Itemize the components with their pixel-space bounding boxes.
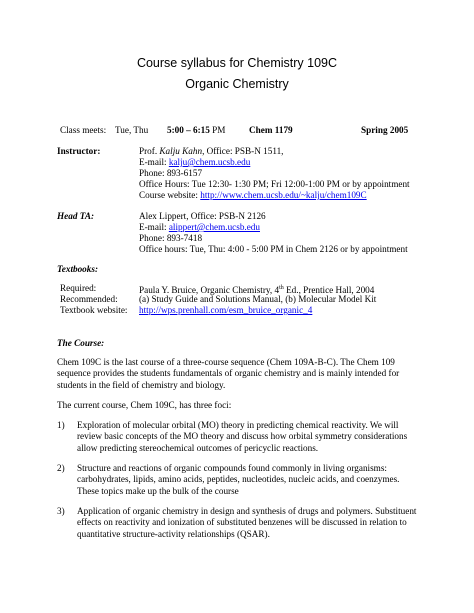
focus-1-number: 1) xyxy=(57,420,65,430)
textbook-website-label: Textbook website: xyxy=(60,305,128,315)
textbooks-label: Textbooks: xyxy=(57,264,99,274)
course-website-link[interactable]: http://www.chem.ucsb.edu/~kalju/chem109C xyxy=(200,190,367,200)
required-text: Paula Y. Bruice, Organic Chemistry, 4th Ed., Prentice Hall, 2004 xyxy=(139,285,375,296)
page-subtitle: Organic Chemistry xyxy=(185,77,289,91)
focus-1-text: Exploration of molecular orbital (MO) theory in predicting chemical reactivity. We will review basic concepts of the MO theory and discuss how orbital symmetry considerations allow predicting stereochemical outcomes of pericyclic reactions. xyxy=(77,420,408,453)
ta-label: Head TA: xyxy=(57,211,95,221)
ta-email-link[interactable]: alippert@chem.ucsb.edu xyxy=(168,222,260,232)
recommended-text: (a) Study Guide and Solutions Manual, (b) Molecular Model Kit xyxy=(139,294,377,304)
page-title: Course syllabus for Chemistry 109C xyxy=(136,56,338,70)
class-days: Tue, Thu xyxy=(115,125,149,135)
course-intro: Chem 109C is the last course of a three-course sequence (Chem 109A-B-C). The Chem 109 sequence provides the students fundamentals of organic chemistry and is mainly intended for students in the field of chemistry and biology. xyxy=(57,357,400,390)
course-label: The Course: xyxy=(57,338,105,348)
focus-2-text: Structure and reactions of organic compounds found commonly in living organisms: carbohydrates, lipids, amino acids, peptides, nucleotides, nucleic acids, and coenzymes. These topics make up the bulk of the course xyxy=(77,463,400,496)
class-room: Chem 1179 xyxy=(249,125,293,135)
instructor-email-link[interactable]: kalju@chem.ucsb.edu xyxy=(168,157,251,167)
focus-2-number: 2) xyxy=(57,463,65,473)
focus-3-text: Application of organic chemistry in design and synthesis of drugs and polymers. Substituent effects on reactivity and ionization of substituted benzenes will be discussed in relation to quantitative structure-activity relationships (QSAR). xyxy=(77,506,417,539)
instructor-office-hours: Office Hours: Tue 12:30- 1:30 PM; Fri 12:00-1:00 PM or by appointment xyxy=(139,179,410,189)
required-label: Required: xyxy=(60,283,97,293)
ta-office-hours: Office hours: Tue, Thu: 4:00 - 5:00 PM in Chem 2126 or by appointment xyxy=(139,244,408,254)
focus-3-number: 3) xyxy=(57,506,65,516)
foci-intro: The current course, Chem 109C, has three foci: xyxy=(57,400,232,410)
instructor-label: Instructor: xyxy=(57,146,101,156)
textbook-website-link[interactable]: http://wps.prenhall.com/esm_bruice_organic_4 xyxy=(139,305,313,315)
class-term: Spring 2005 xyxy=(361,125,409,135)
class-meets-label: Class meets: xyxy=(60,125,107,135)
instructor-line: Prof. Kalju Kahn, Office: PSB-N 1511, xyxy=(139,146,284,156)
recommended-label: Recommended: xyxy=(60,294,118,304)
ta-line: Alex Lippert, Office: PSB-N 2126 xyxy=(139,211,266,221)
course-website-line: Course website: http://www.chem.ucsb.edu/~kalju/chem109C xyxy=(139,190,367,200)
class-time: 5:00 – 6:15 PM xyxy=(167,125,226,135)
instructor-phone: Phone: 893-6157 xyxy=(139,168,203,178)
ta-phone: Phone: 893-7418 xyxy=(139,233,203,243)
ta-email-line: E-mail: alippert@chem.ucsb.edu xyxy=(139,222,260,232)
instructor-email-line: E-mail: kalju@chem.ucsb.edu xyxy=(139,157,251,167)
